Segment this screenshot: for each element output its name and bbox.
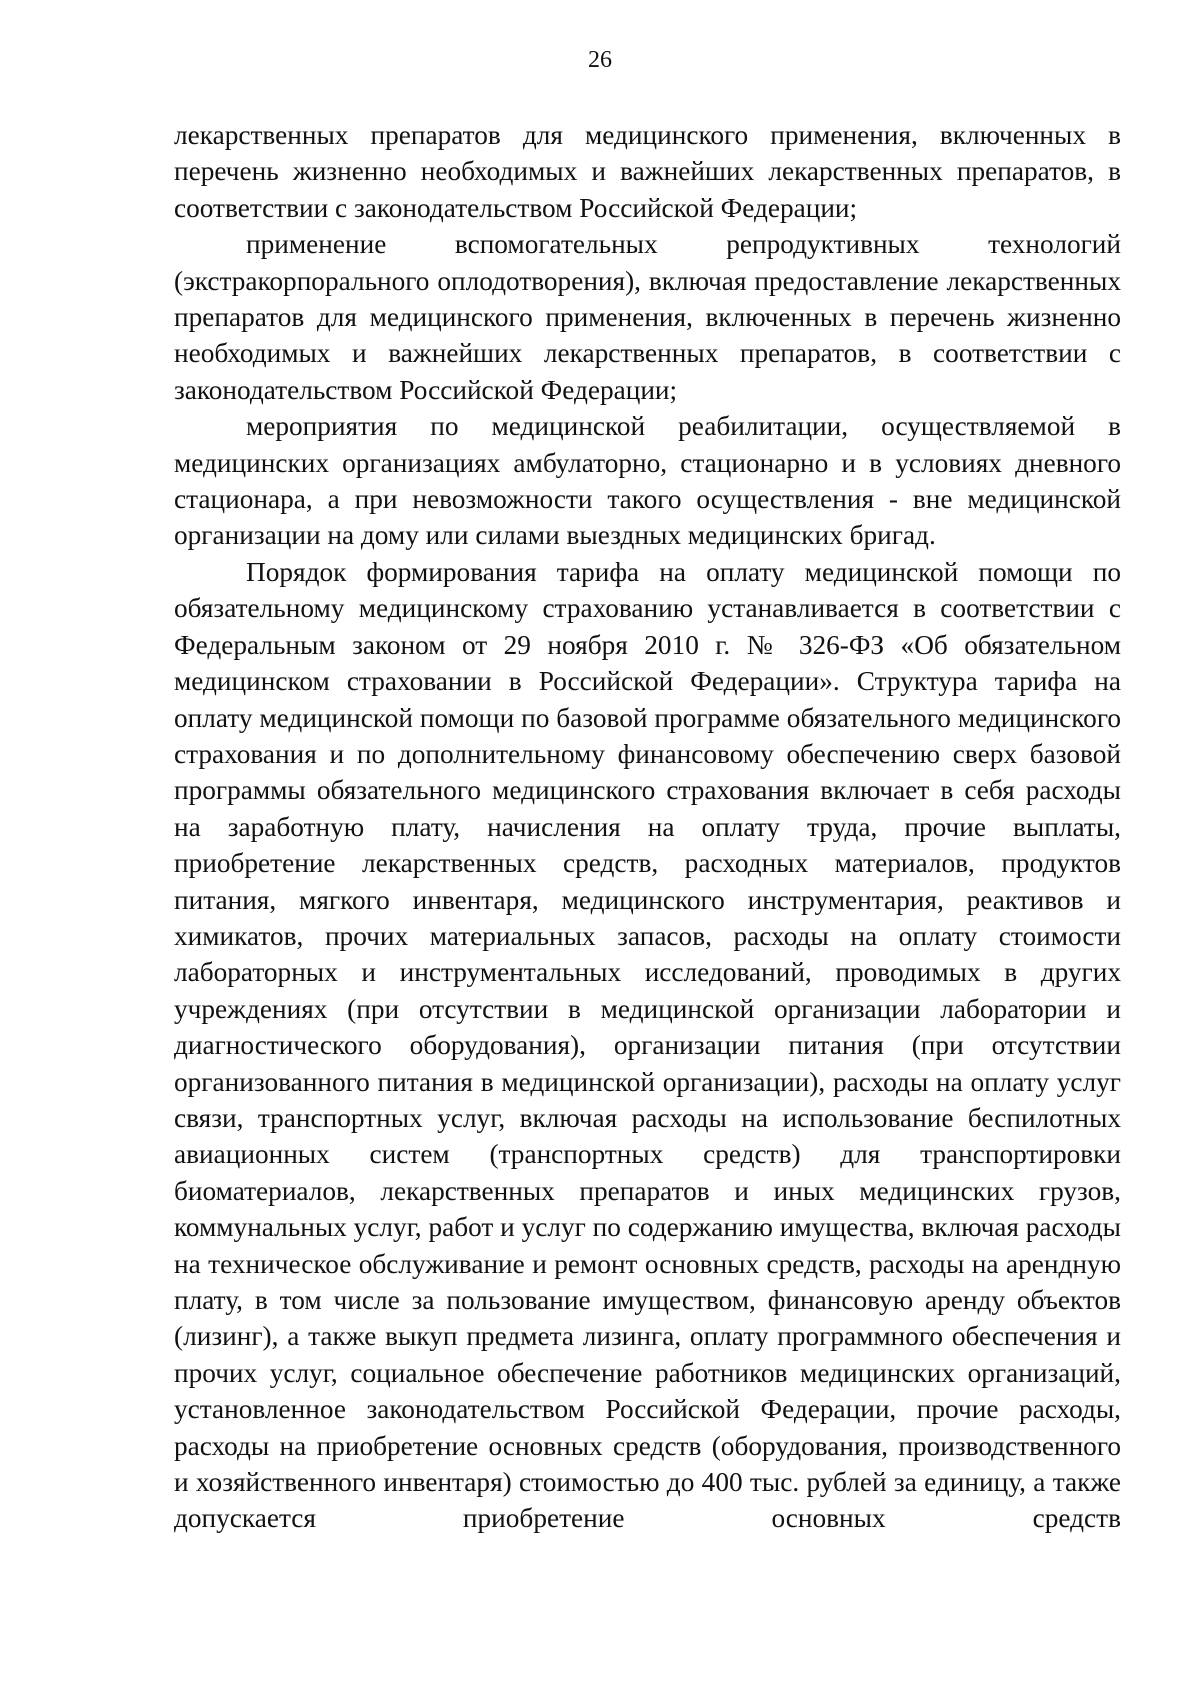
paragraph-tariff-structure: Порядок формирования тарифа на оплату медицинской помощи по обязательному медицинскому страхованию устанавливается в соответствии с Федеральным законом от 29 ноября 2010 г. № 326-ФЗ «Об обязательном медицинском страховании в Российской Федерации». Структура тарифа на оплату медицинской помощи по базовой программе обязательного медицинского страхования и по дополнительному финансовому обеспечению сверх базовой программы обязательного медицинского страхования включает в себя расходы на заработную плату, начисления на оплату труда, прочие выплаты, приобретение лекарственных средств, расходных материалов, продуктов питания, мягкого инвентаря, медицинского инструментария, реактивов и химикатов, прочих материальных запасов, расходы на оплату стоимости лабораторных и инструментальных исследований, проводимых в других учреждениях (при отсутствии в медицинской организации лаборатории и диагностического оборудования), организации питания (при отсутствии организованного питания в медицинской организации), расходы на оплату услуг связи, транспортных услуг, включая расходы на использование беспилотных авиационных систем (транспортных средств) для транспортировки биоматериалов, лекарственных препаратов и иных медицинских грузов, коммунальных услуг, работ и услуг по содержанию имущества, включая расходы на техническое обслуживание и ремонт основных средств, расходы на арендную плату, в том числе за пользование имуществом, финансовую аренду объектов (лизинг), а также выкуп предмета лизинга, оплату программного обеспечения и прочих услуг, социальное обеспечение работников медицинских организаций, установленное законодательством Российской Федерации, прочие расходы, расходы на приобретение основных средств (оборудования, производственного и хозяйственного инвентаря) стоимостью до 400 тыс. рублей за единицу, а также допускается приобретение основных средств (174, 556, 1122, 1534)
paragraph-reproductive-technologies: применение вспомогательных репродуктивных технологий (экстракорпорального оплодотворения), включая предоставление лекарственных препаратов для медицинского применения, включенных в перечень жизненно необходимых и важнейших лекарственных препаратов, в соответствии с законодательством Российской Федерации; (174, 229, 1121, 405)
paragraph-medicines-list: лекарственных препаратов для медицинского применения, включенных в перечень жизненно необходимых и важнейших лекарственных препаратов, в соответствии с законодательством Российской Федерации; (174, 120, 1121, 223)
document-body (174, 117, 1121, 1537)
paragraph-medical-rehabilitation: мероприятия по медицинской реабилитации, осуществляемой в медицинских организациях амбулаторно, стационарно и в условиях дневного стационара, а при невозможности такого осуществления - вне медицинской организации на дому или силами выездных медицинских бригад. (174, 411, 1121, 551)
page-number: 26 (588, 47, 612, 73)
